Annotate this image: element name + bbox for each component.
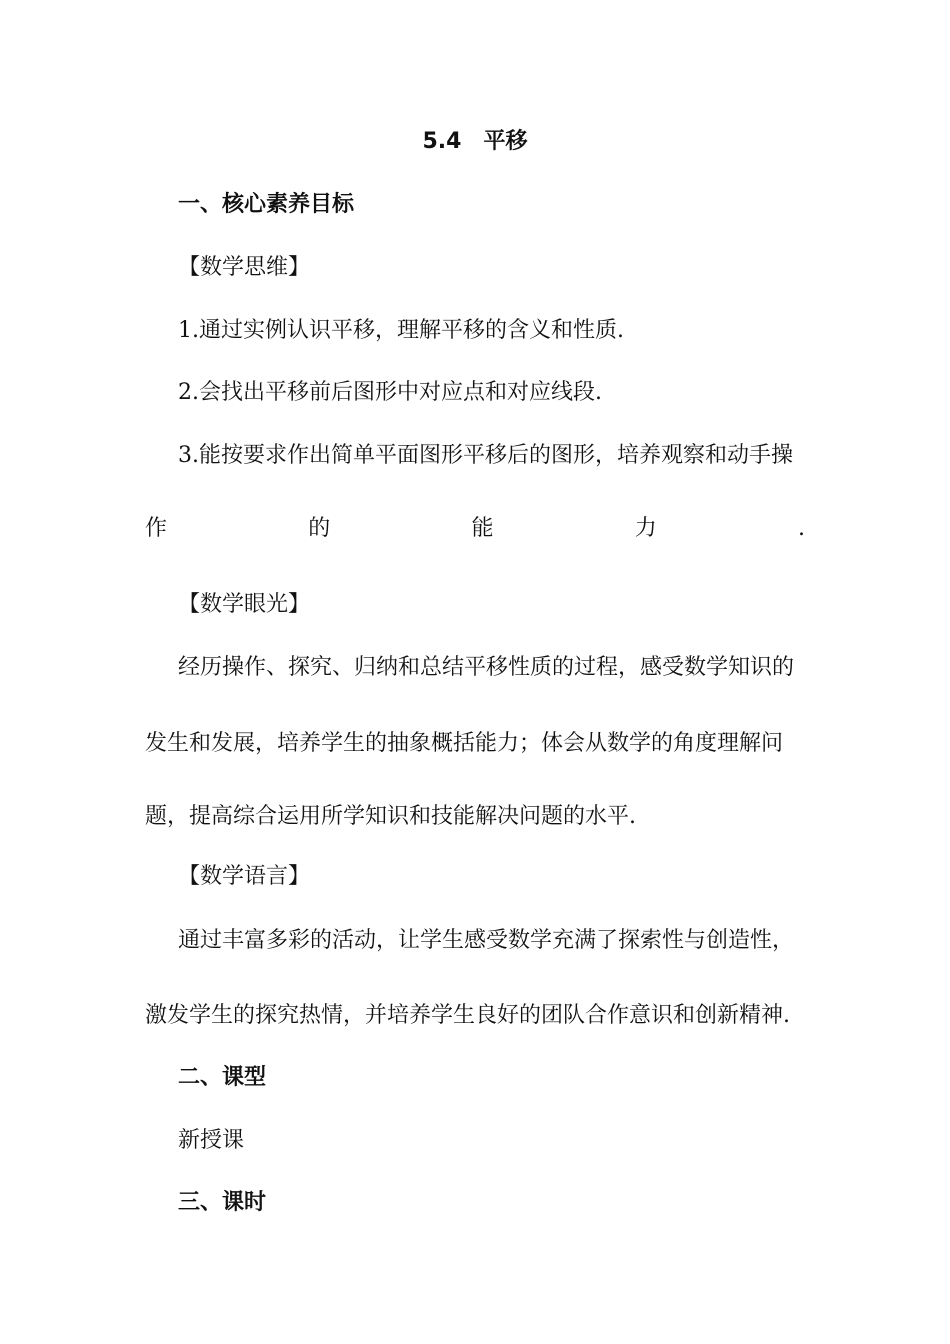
math-vision-line-2: 发生和发展，培养学生的抽象概括能力；体会从数学的角度理解问 <box>145 731 784 756</box>
math-thinking-item-1: 1.通过实例认识平移，理解平移的含义和性质. <box>178 318 624 343</box>
title-number: 5.4 <box>422 129 462 154</box>
math-language-label: 【数学语言】 <box>178 864 311 889</box>
math-thinking-label: 【数学思维】 <box>178 255 311 280</box>
math-thinking-item-3-line-1: 3.能按要求作出简单平面图形平移后的图形，培养观察和动手操 <box>178 443 793 468</box>
math-thinking-item-3-line-2 <box>145 514 805 544</box>
math-vision-label: 【数学眼光】 <box>178 592 311 617</box>
section2-heading: 二、课型 <box>178 1065 267 1090</box>
math-vision-line-1: 经历操作、探究、归纳和总结平移性质的过程，感受数学知识的 <box>178 655 795 680</box>
justified-char: . <box>798 516 805 541</box>
justified-char: 的 <box>308 516 331 541</box>
section1-heading: 一、核心素养目标 <box>178 192 355 217</box>
section3-heading: 三、课时 <box>178 1190 267 1215</box>
justified-char: 力 <box>634 516 657 541</box>
math-language-line-2: 激发学生的探究热情，并培养学生良好的团队合作意识和创新精神. <box>145 1003 790 1028</box>
justified-char: 能 <box>471 516 494 541</box>
justified-char: 作 <box>145 516 168 541</box>
math-vision-line-3: 题，提高综合运用所学知识和技能解决问题的水平. <box>145 804 636 829</box>
section2-content: 新授课 <box>178 1128 245 1153</box>
math-language-line-1: 通过丰富多彩的活动，让学生感受数学充满了探索性与创造性， <box>178 928 795 953</box>
math-thinking-item-2: 2.会找出平移前后图形中对应点和对应线段. <box>178 380 602 405</box>
page-title <box>0 127 950 157</box>
title-text: 平移 <box>483 129 528 154</box>
